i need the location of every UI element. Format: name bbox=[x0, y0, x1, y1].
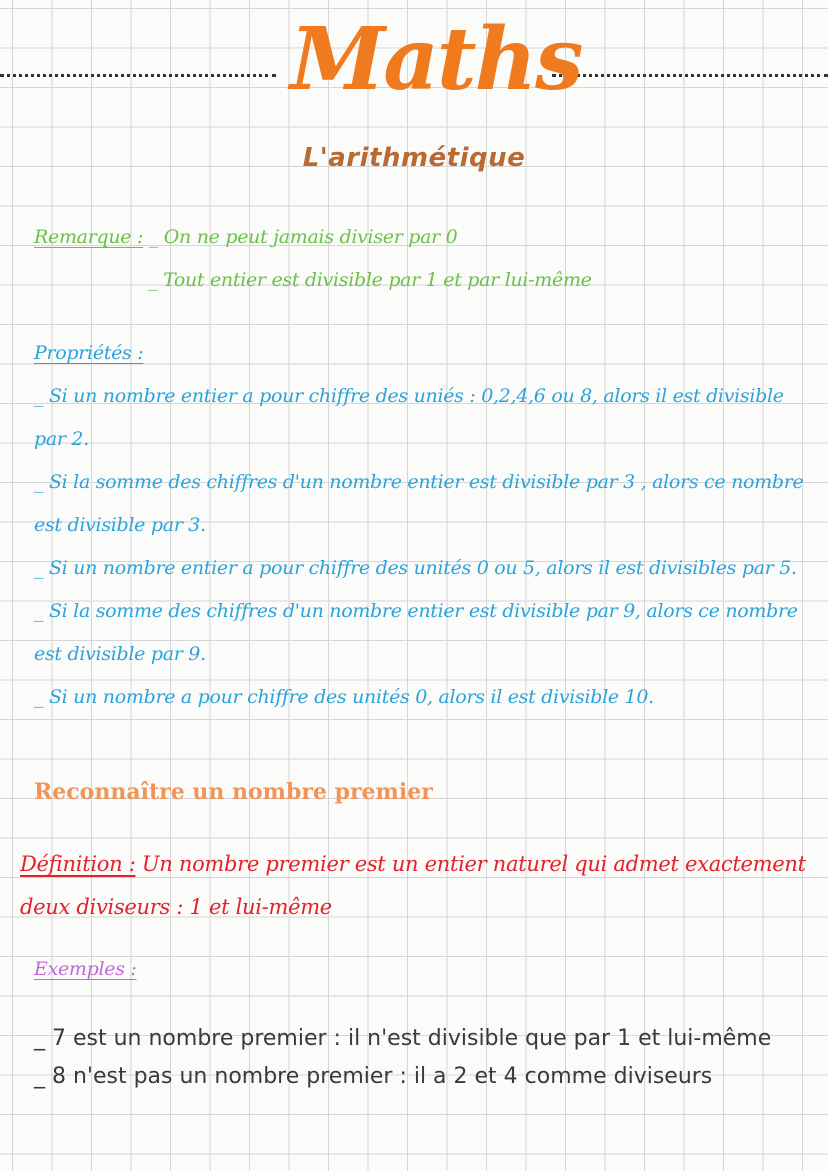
remark-item: _ On ne peut jamais diviser par 0 bbox=[148, 226, 458, 248]
definition-block bbox=[20, 843, 820, 929]
header-divider-right bbox=[552, 74, 828, 77]
page-subtitle: L'arithmétique bbox=[302, 143, 526, 173]
properties-block bbox=[34, 332, 804, 719]
examples-block bbox=[34, 1020, 814, 1096]
examples-label: Exemples : bbox=[34, 958, 137, 980]
remark-item: _ Tout entier est divisible par 1 et par lui-même bbox=[148, 269, 592, 291]
remark-block bbox=[34, 216, 814, 302]
page-title: Maths bbox=[290, 9, 582, 110]
definition-label: Définition : bbox=[20, 852, 136, 876]
example-item: _ 7 est un nombre premier : il n'est divisible que par 1 et lui-même bbox=[34, 1026, 772, 1051]
property-item: _ Si un nombre entier a pour chiffre des uniés : 0,2,4,6 ou 8, alors il est divisible par 2. bbox=[34, 385, 784, 450]
remark-line-1 bbox=[34, 216, 814, 259]
definition-text: Un nombre premier est un entier naturel qui admet exactement deux diviseurs : 1 et lui-même bbox=[20, 852, 806, 919]
property-item: _ Si la somme des chiffres d'un nombre entier est divisible par 3 , alors ce nombre est divisible par 3. bbox=[34, 471, 804, 536]
property-item: _ Si un nombre a pour chiffre des unités 0, alors il est divisible 10. bbox=[34, 686, 654, 708]
example-item: _ 8 n'est pas un nombre premier : il a 2 et 4 comme diviseurs bbox=[34, 1064, 713, 1089]
remark-line-2 bbox=[34, 259, 814, 302]
property-item: _ Si la somme des chiffres d'un nombre entier est divisible par 9, alors ce nombre est divisible par 9. bbox=[34, 600, 798, 665]
section-heading: Reconnaître un nombre premier bbox=[34, 779, 433, 805]
header-divider-left bbox=[0, 74, 276, 77]
property-item: _ Si un nombre entier a pour chiffre des unités 0 ou 5, alors il est divisibles par 5. bbox=[34, 557, 797, 579]
properties-label: Propriétés : bbox=[34, 342, 144, 364]
remark-label: Remarque : bbox=[34, 226, 144, 248]
